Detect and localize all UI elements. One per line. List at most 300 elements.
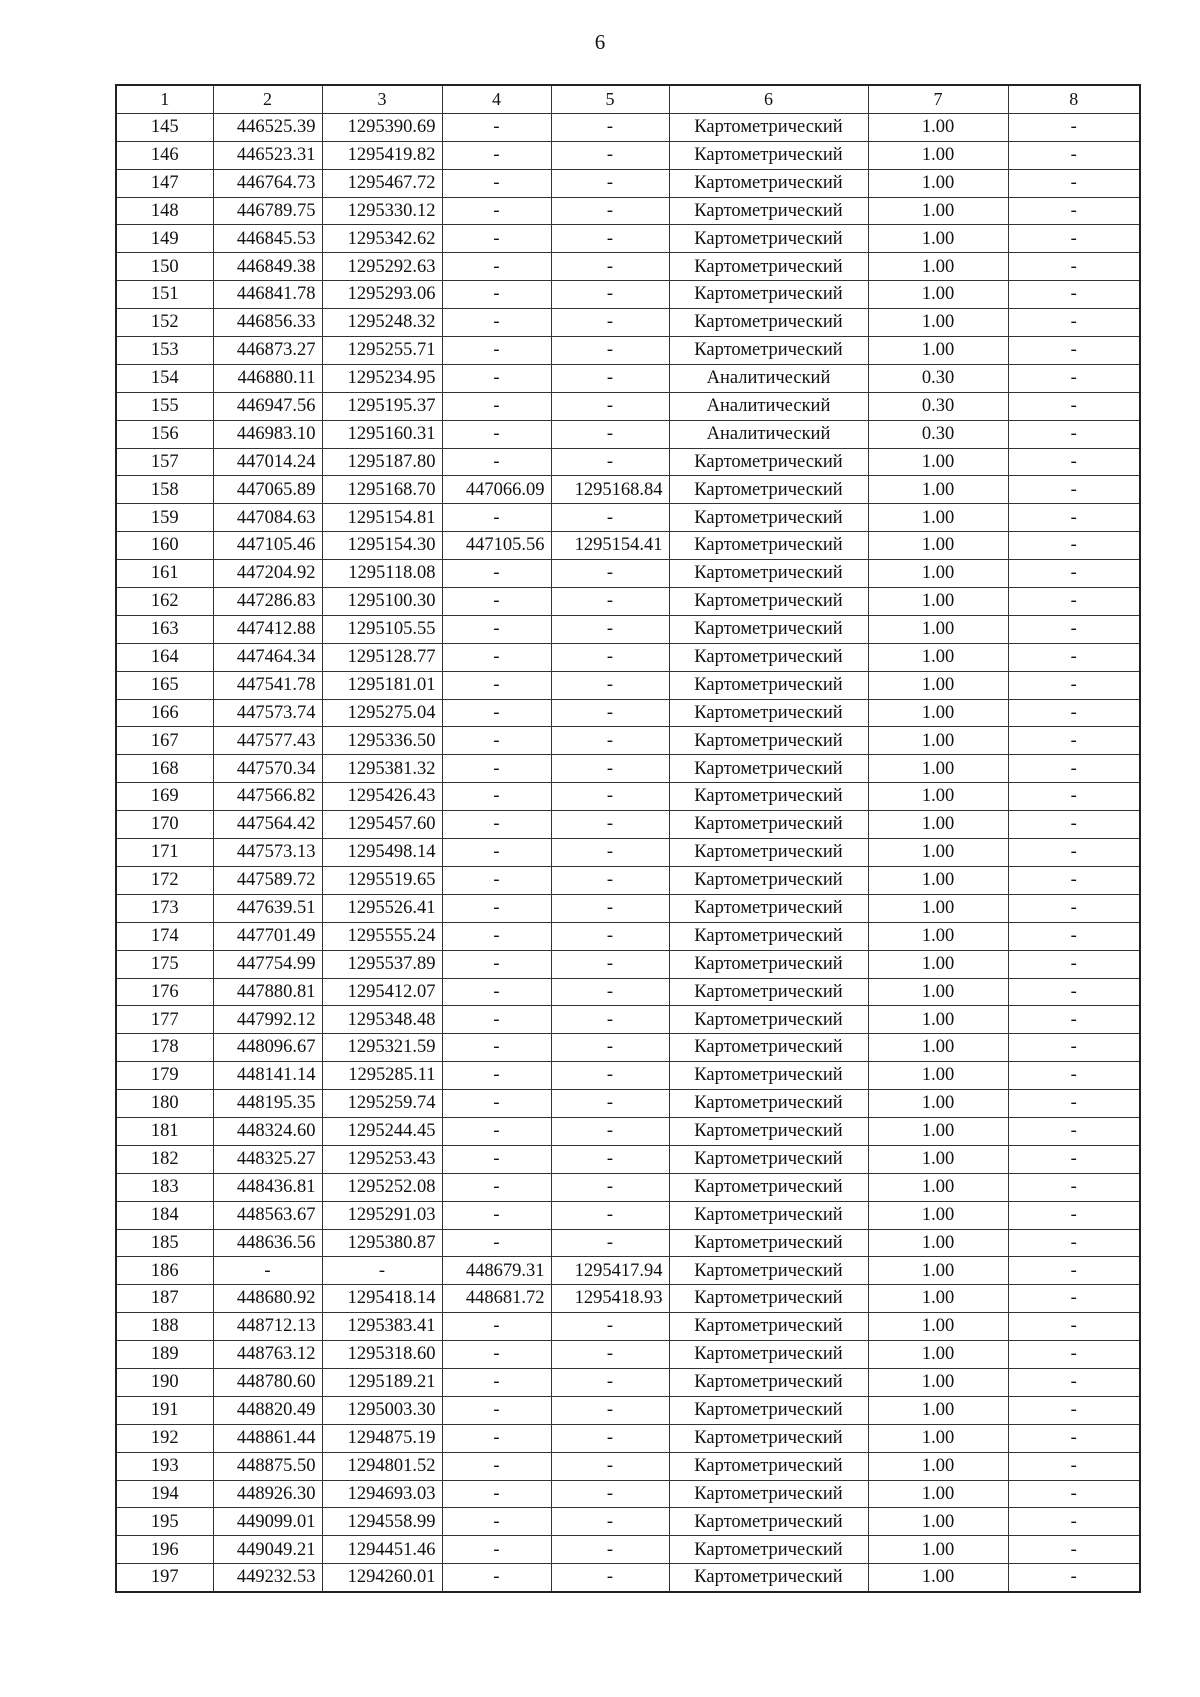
accuracy-cell: 1.00 [868,1173,1008,1201]
point-number-cell: 172 [116,866,213,894]
new-x-coordinate-cell: - [442,671,551,699]
accuracy-cell: 1.00 [868,699,1008,727]
y-coordinate-cell: 1295259.74 [322,1090,442,1118]
x-coordinate-cell: 447105.46 [213,532,322,560]
x-coordinate-cell: 446789.75 [213,197,322,225]
accuracy-cell: 1.00 [868,1564,1008,1592]
note-cell: - [1008,1341,1140,1369]
y-coordinate-cell: 1295519.65 [322,866,442,894]
point-number-cell: 162 [116,588,213,616]
method-cell: Картометрический [669,1117,868,1145]
point-number-cell: 187 [116,1285,213,1313]
table-row [116,1229,1140,1257]
note-cell: - [1008,1229,1140,1257]
new-y-coordinate-cell: - [551,141,669,169]
new-x-coordinate-cell: - [442,1508,551,1536]
x-coordinate-cell: 447639.51 [213,894,322,922]
accuracy-cell: 1.00 [868,281,1008,309]
accuracy-cell: 1.00 [868,1396,1008,1424]
note-cell: - [1008,337,1140,365]
new-y-coordinate-cell: - [551,504,669,532]
table-row [116,1034,1140,1062]
new-x-coordinate-cell: - [442,1034,551,1062]
y-coordinate-cell: 1295160.31 [322,420,442,448]
new-x-coordinate-cell: - [442,504,551,532]
table-row [116,113,1140,141]
new-x-coordinate-cell: 447066.09 [442,476,551,504]
accuracy-cell: 1.00 [868,1536,1008,1564]
y-coordinate-cell: 1295390.69 [322,113,442,141]
note-cell: - [1008,1313,1140,1341]
y-coordinate-cell: 1294875.19 [322,1424,442,1452]
x-coordinate-cell: 446880.11 [213,364,322,392]
coordinates-table [115,84,1141,1593]
point-number-cell: 152 [116,309,213,337]
new-y-coordinate-cell: - [551,448,669,476]
note-cell: - [1008,894,1140,922]
x-coordinate-cell: 447570.34 [213,755,322,783]
method-cell: Картометрический [669,1424,868,1452]
x-coordinate-cell: 448780.60 [213,1368,322,1396]
method-cell: Картометрический [669,1229,868,1257]
accuracy-cell: 1.00 [868,197,1008,225]
method-cell: Аналитический [669,420,868,448]
new-y-coordinate-cell: - [551,978,669,1006]
point-number-cell: 167 [116,727,213,755]
note-cell: - [1008,281,1140,309]
note-cell: - [1008,1424,1140,1452]
table-row [116,337,1140,365]
column-header: 2 [213,85,322,113]
x-coordinate-cell: 448141.14 [213,1062,322,1090]
x-coordinate-cell: 448324.60 [213,1117,322,1145]
new-x-coordinate-cell: - [442,615,551,643]
new-x-coordinate-cell: - [442,1396,551,1424]
new-x-coordinate-cell: - [442,1090,551,1118]
new-y-coordinate-cell: - [551,811,669,839]
accuracy-cell: 1.00 [868,922,1008,950]
table-row [116,364,1140,392]
note-cell: - [1008,364,1140,392]
method-cell: Картометрический [669,1341,868,1369]
y-coordinate-cell: 1295498.14 [322,839,442,867]
x-coordinate-cell: - [213,1257,322,1285]
method-cell: Картометрический [669,1034,868,1062]
method-cell: Картометрический [669,532,868,560]
point-number-cell: 176 [116,978,213,1006]
point-number-cell: 180 [116,1090,213,1118]
method-cell: Картометрический [669,811,868,839]
accuracy-cell: 1.00 [868,448,1008,476]
x-coordinate-cell: 447577.43 [213,727,322,755]
table-row [116,1452,1140,1480]
accuracy-cell: 1.00 [868,588,1008,616]
accuracy-cell: 1.00 [868,1508,1008,1536]
point-number-cell: 160 [116,532,213,560]
table-row [116,894,1140,922]
x-coordinate-cell: 448096.67 [213,1034,322,1062]
x-coordinate-cell: 447014.24 [213,448,322,476]
table-row [116,950,1140,978]
point-number-cell: 192 [116,1424,213,1452]
new-y-coordinate-cell: - [551,1564,669,1592]
table-row [116,839,1140,867]
y-coordinate-cell: 1295181.01 [322,671,442,699]
note-cell: - [1008,1508,1140,1536]
x-coordinate-cell: 447701.49 [213,922,322,950]
new-x-coordinate-cell: - [442,364,551,392]
y-coordinate-cell: 1295330.12 [322,197,442,225]
new-y-coordinate-cell: - [551,643,669,671]
note-cell: - [1008,1201,1140,1229]
new-x-coordinate-cell: - [442,783,551,811]
table-row [116,1396,1140,1424]
new-y-coordinate-cell: - [551,169,669,197]
page-number: 6 [594,30,606,54]
y-coordinate-cell: 1295383.41 [322,1313,442,1341]
point-number-cell: 159 [116,504,213,532]
table-row [116,560,1140,588]
method-cell: Картометрический [669,1313,868,1341]
y-coordinate-cell: 1295336.50 [322,727,442,755]
y-coordinate-cell: 1294558.99 [322,1508,442,1536]
new-x-coordinate-cell: - [442,894,551,922]
note-cell: - [1008,783,1140,811]
new-x-coordinate-cell: - [442,1229,551,1257]
new-y-coordinate-cell: - [551,1034,669,1062]
point-number-cell: 193 [116,1452,213,1480]
x-coordinate-cell: 448563.67 [213,1201,322,1229]
note-cell: - [1008,225,1140,253]
table-row [116,699,1140,727]
method-cell: Картометрический [669,1145,868,1173]
table-row [116,1313,1140,1341]
accuracy-cell: 1.00 [868,615,1008,643]
point-number-cell: 149 [116,225,213,253]
note-cell: - [1008,1145,1140,1173]
y-coordinate-cell: 1295381.32 [322,755,442,783]
new-y-coordinate-cell: - [551,1145,669,1173]
note-cell: - [1008,811,1140,839]
new-x-coordinate-cell: - [442,197,551,225]
note-cell: - [1008,253,1140,281]
x-coordinate-cell: 448436.81 [213,1173,322,1201]
column-header: 7 [868,85,1008,113]
new-y-coordinate-cell: 1295417.94 [551,1257,669,1285]
table-row [116,309,1140,337]
new-x-coordinate-cell: - [442,950,551,978]
new-x-coordinate-cell: - [442,1341,551,1369]
point-number-cell: 171 [116,839,213,867]
point-number-cell: 169 [116,783,213,811]
note-cell: - [1008,1285,1140,1313]
new-y-coordinate-cell: - [551,420,669,448]
x-coordinate-cell: 447880.81 [213,978,322,1006]
x-coordinate-cell: 446523.31 [213,141,322,169]
new-x-coordinate-cell: - [442,1536,551,1564]
note-cell: - [1008,560,1140,588]
accuracy-cell: 1.00 [868,1257,1008,1285]
point-number-cell: 179 [116,1062,213,1090]
y-coordinate-cell: 1295234.95 [322,364,442,392]
table-row [116,1424,1140,1452]
new-y-coordinate-cell: - [551,615,669,643]
accuracy-cell: 1.00 [868,811,1008,839]
x-coordinate-cell: 449099.01 [213,1508,322,1536]
note-cell: - [1008,532,1140,560]
table-row [116,1006,1140,1034]
note-cell: - [1008,839,1140,867]
x-coordinate-cell: 446947.56 [213,392,322,420]
new-x-coordinate-cell: - [442,1480,551,1508]
x-coordinate-cell: 446525.39 [213,113,322,141]
x-coordinate-cell: 446841.78 [213,281,322,309]
point-number-cell: 161 [116,560,213,588]
x-coordinate-cell: 446983.10 [213,420,322,448]
accuracy-cell: 1.00 [868,1452,1008,1480]
point-number-cell: 163 [116,615,213,643]
new-y-coordinate-cell: - [551,1229,669,1257]
method-cell: Картометрический [669,448,868,476]
new-x-coordinate-cell: - [442,420,551,448]
note-cell: - [1008,113,1140,141]
y-coordinate-cell: 1295348.48 [322,1006,442,1034]
note-cell: - [1008,1257,1140,1285]
table-row [116,1062,1140,1090]
point-number-cell: 197 [116,1564,213,1592]
new-y-coordinate-cell: - [551,225,669,253]
method-cell: Картометрический [669,1006,868,1034]
x-coordinate-cell: 448680.92 [213,1285,322,1313]
note-cell: - [1008,671,1140,699]
y-coordinate-cell: 1295195.37 [322,392,442,420]
y-coordinate-cell: 1295128.77 [322,643,442,671]
y-coordinate-cell: 1295118.08 [322,560,442,588]
table-row [116,727,1140,755]
table-row [116,1508,1140,1536]
table-row [116,448,1140,476]
new-y-coordinate-cell: - [551,727,669,755]
x-coordinate-cell: 448712.13 [213,1313,322,1341]
new-y-coordinate-cell: - [551,699,669,727]
point-number-cell: 148 [116,197,213,225]
x-coordinate-cell: 447084.63 [213,504,322,532]
table-row [116,588,1140,616]
accuracy-cell: 1.00 [868,1424,1008,1452]
point-number-cell: 175 [116,950,213,978]
note-cell: - [1008,978,1140,1006]
accuracy-cell: 1.00 [868,894,1008,922]
new-y-coordinate-cell: - [551,253,669,281]
point-number-cell: 186 [116,1257,213,1285]
new-x-coordinate-cell: - [442,169,551,197]
new-x-coordinate-cell: - [442,309,551,337]
x-coordinate-cell: 446845.53 [213,225,322,253]
point-number-cell: 196 [116,1536,213,1564]
new-x-coordinate-cell: - [442,643,551,671]
x-coordinate-cell: 447065.89 [213,476,322,504]
accuracy-cell: 1.00 [868,113,1008,141]
method-cell: Картометрический [669,169,868,197]
new-y-coordinate-cell: - [551,1173,669,1201]
new-x-coordinate-cell: - [442,811,551,839]
note-cell: - [1008,922,1140,950]
accuracy-cell: 1.00 [868,866,1008,894]
table-row [116,615,1140,643]
method-cell: Аналитический [669,392,868,420]
accuracy-cell: 1.00 [868,1285,1008,1313]
new-y-coordinate-cell: - [551,588,669,616]
method-cell: Картометрический [669,113,868,141]
point-number-cell: 151 [116,281,213,309]
table-row [116,1536,1140,1564]
x-coordinate-cell: 448820.49 [213,1396,322,1424]
note-cell: - [1008,169,1140,197]
note-cell: - [1008,197,1140,225]
y-coordinate-cell: 1295285.11 [322,1062,442,1090]
accuracy-cell: 1.00 [868,169,1008,197]
accuracy-cell: 1.00 [868,1229,1008,1257]
accuracy-cell: 1.00 [868,141,1008,169]
new-x-coordinate-cell: - [442,922,551,950]
method-cell: Картометрический [669,1452,868,1480]
method-cell: Картометрический [669,1536,868,1564]
method-cell: Картометрический [669,755,868,783]
table-row [116,866,1140,894]
point-number-cell: 168 [116,755,213,783]
table-row [116,811,1140,839]
method-cell: Картометрический [669,866,868,894]
new-y-coordinate-cell: - [551,1117,669,1145]
table-row [116,532,1140,560]
point-number-cell: 153 [116,337,213,365]
y-coordinate-cell: 1295100.30 [322,588,442,616]
note-cell: - [1008,699,1140,727]
new-x-coordinate-cell: - [442,1424,551,1452]
accuracy-cell: 1.00 [868,727,1008,755]
method-cell: Картометрический [669,253,868,281]
point-number-cell: 195 [116,1508,213,1536]
new-y-coordinate-cell: - [551,1062,669,1090]
new-x-coordinate-cell: - [442,1201,551,1229]
method-cell: Картометрический [669,922,868,950]
new-y-coordinate-cell: - [551,950,669,978]
x-coordinate-cell: 447754.99 [213,950,322,978]
new-y-coordinate-cell: - [551,337,669,365]
y-coordinate-cell: 1295248.32 [322,309,442,337]
y-coordinate-cell: 1294801.52 [322,1452,442,1480]
y-coordinate-cell: 1295291.03 [322,1201,442,1229]
new-y-coordinate-cell: - [551,866,669,894]
method-cell: Картометрический [669,950,868,978]
method-cell: Картометрический [669,671,868,699]
y-coordinate-cell: 1295537.89 [322,950,442,978]
table-row [116,392,1140,420]
point-number-cell: 184 [116,1201,213,1229]
method-cell: Картометрический [669,309,868,337]
new-y-coordinate-cell: - [551,783,669,811]
new-y-coordinate-cell: - [551,392,669,420]
new-y-coordinate-cell: - [551,281,669,309]
new-y-coordinate-cell: - [551,1368,669,1396]
new-y-coordinate-cell: - [551,309,669,337]
new-y-coordinate-cell: - [551,1201,669,1229]
y-coordinate-cell: 1295003.30 [322,1396,442,1424]
table-row [116,141,1140,169]
y-coordinate-cell: 1295255.71 [322,337,442,365]
method-cell: Картометрический [669,615,868,643]
method-cell: Картометрический [669,588,868,616]
point-number-cell: 178 [116,1034,213,1062]
table-row [116,1173,1140,1201]
method-cell: Картометрический [669,1090,868,1118]
method-cell: Картометрический [669,1508,868,1536]
accuracy-cell: 1.00 [868,1090,1008,1118]
accuracy-cell: 1.00 [868,309,1008,337]
accuracy-cell: 0.30 [868,420,1008,448]
new-x-coordinate-cell: - [442,392,551,420]
point-number-cell: 170 [116,811,213,839]
point-number-cell: 146 [116,141,213,169]
table-row [116,755,1140,783]
new-x-coordinate-cell: - [442,560,551,588]
accuracy-cell: 1.00 [868,1145,1008,1173]
table-row [116,197,1140,225]
table-row [116,1564,1140,1592]
y-coordinate-cell: 1295418.14 [322,1285,442,1313]
new-y-coordinate-cell: - [551,1313,669,1341]
new-y-coordinate-cell: - [551,1424,669,1452]
new-y-coordinate-cell: - [551,560,669,588]
table-row [116,504,1140,532]
new-x-coordinate-cell: - [442,448,551,476]
new-x-coordinate-cell: - [442,866,551,894]
x-coordinate-cell: 446849.38 [213,253,322,281]
note-cell: - [1008,1396,1140,1424]
new-y-coordinate-cell: - [551,922,669,950]
y-coordinate-cell: 1295244.45 [322,1117,442,1145]
point-number-cell: 156 [116,420,213,448]
note-cell: - [1008,309,1140,337]
y-coordinate-cell: 1295555.24 [322,922,442,950]
method-cell: Картометрический [669,1368,868,1396]
note-cell: - [1008,141,1140,169]
new-x-coordinate-cell: - [442,1313,551,1341]
method-cell: Картометрический [669,1201,868,1229]
accuracy-cell: 1.00 [868,1201,1008,1229]
y-coordinate-cell: 1295189.21 [322,1368,442,1396]
new-x-coordinate-cell: 448681.72 [442,1285,551,1313]
new-y-coordinate-cell: - [551,671,669,699]
note-cell: - [1008,504,1140,532]
x-coordinate-cell: 447412.88 [213,615,322,643]
accuracy-cell: 1.00 [868,1480,1008,1508]
table-row [116,643,1140,671]
new-y-coordinate-cell: - [551,364,669,392]
method-cell: Картометрический [669,643,868,671]
table-row [116,169,1140,197]
x-coordinate-cell: 446873.27 [213,337,322,365]
accuracy-cell: 1.00 [868,1368,1008,1396]
method-cell: Картометрический [669,560,868,588]
y-coordinate-cell: 1295321.59 [322,1034,442,1062]
note-cell: - [1008,392,1140,420]
y-coordinate-cell: 1295168.70 [322,476,442,504]
y-coordinate-cell: 1295252.08 [322,1173,442,1201]
new-x-coordinate-cell: - [442,1173,551,1201]
note-cell: - [1008,1452,1140,1480]
note-cell: - [1008,1536,1140,1564]
